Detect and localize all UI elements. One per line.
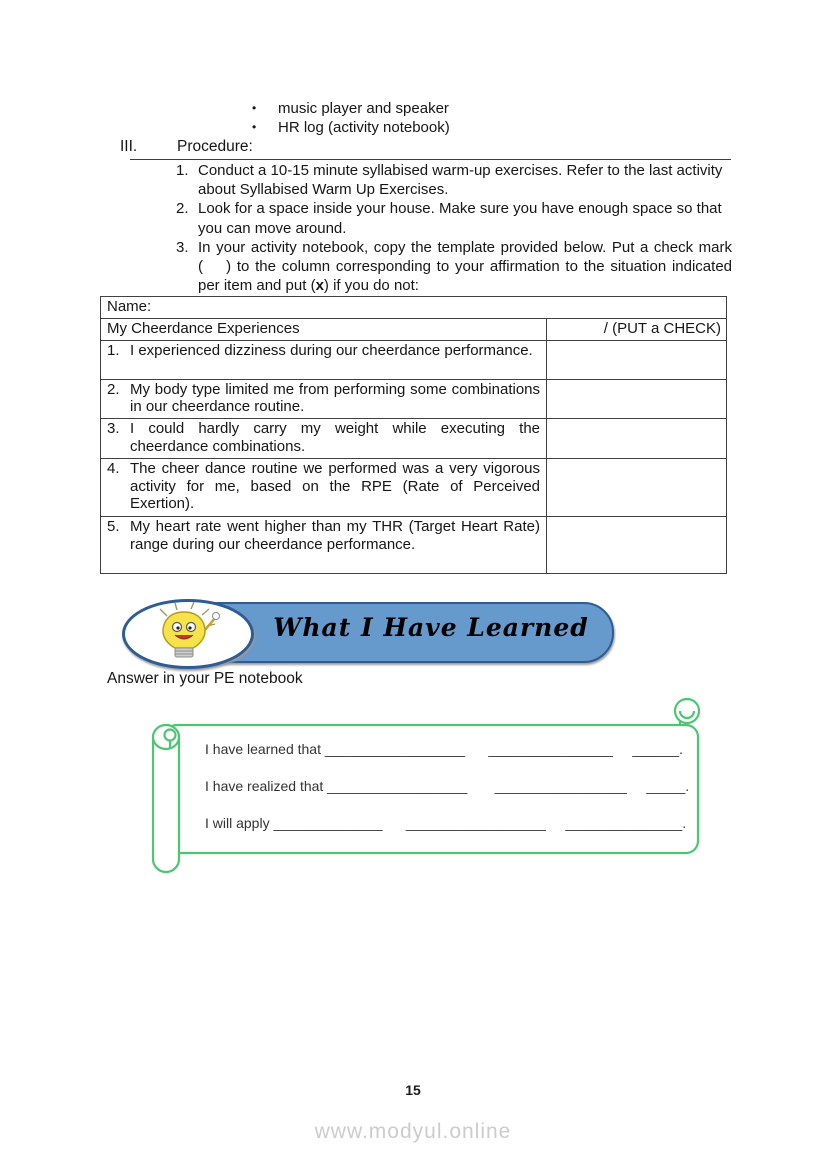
material-label: HR log (activity notebook) bbox=[278, 119, 450, 136]
name-cell: Name: bbox=[101, 297, 727, 319]
heading-underline bbox=[130, 159, 731, 160]
item-number: 1. bbox=[107, 341, 120, 359]
item-text: The cheer dance routine we performed was a very vigorous activity for me, based on the RPE (Rate of Perceived Exertion). bbox=[130, 459, 540, 513]
section-title: Procedure: bbox=[177, 138, 253, 155]
item-number: 4. bbox=[107, 459, 120, 477]
section-numeral: III. bbox=[120, 138, 138, 155]
learning-scroll bbox=[145, 698, 705, 883]
item-number: 5. bbox=[107, 517, 120, 535]
step-text: Look for a space inside your house. Make sure you have enough space so that you can move around. bbox=[198, 200, 722, 237]
procedure-step bbox=[176, 199, 732, 237]
experience-cell bbox=[101, 379, 547, 419]
bold-x-mark: x bbox=[315, 277, 324, 295]
item-number: 3. bbox=[107, 420, 120, 438]
step-text-part: In your activity notebook, copy the template provided below. Put a check mark ( ) to the column corresponding to your affirmation to the situation indicated per item and put ( bbox=[198, 238, 732, 295]
item-number: 2. bbox=[107, 380, 120, 398]
experiences-header-cell: My Cheerdance Experiences bbox=[101, 318, 547, 340]
check-cell-empty bbox=[547, 379, 727, 419]
banner-title: What I Have Learned bbox=[273, 613, 589, 642]
procedure-steps bbox=[176, 161, 732, 295]
fill-in-line: I have realized that __________________ _________________ _____. bbox=[205, 778, 690, 794]
step-text bbox=[198, 238, 732, 296]
material-label: music player and speaker bbox=[278, 100, 449, 117]
experience-cell bbox=[101, 340, 547, 379]
step-number: 2. bbox=[176, 200, 189, 218]
item-text: My heart rate went higher than my THR (Target Heart Rate) range during our cheerdance performance. bbox=[130, 517, 540, 553]
list-item bbox=[252, 99, 672, 118]
watermark: www.modyul.online bbox=[314, 1120, 512, 1143]
what-i-have-learned-banner bbox=[122, 599, 614, 669]
check-header-cell: / (PUT a CHECK) bbox=[547, 318, 727, 340]
table-row bbox=[101, 340, 727, 379]
step-text: Conduct a 10-15 minute syllabised warm-up exercises. Refer to the last activity about Syllabised Warm Up Exercises. bbox=[198, 162, 723, 199]
scroll-text-lines bbox=[205, 741, 690, 853]
check-cell-empty bbox=[547, 516, 727, 573]
bullet-icon: • bbox=[252, 101, 257, 115]
step-text-part: ) if you do not: bbox=[323, 277, 419, 295]
fill-in-line: I have learned that __________________ ________________ ______. bbox=[205, 741, 683, 757]
experience-cell bbox=[101, 516, 547, 573]
experience-cell bbox=[101, 458, 547, 516]
table-row bbox=[101, 516, 727, 573]
list-item bbox=[252, 118, 672, 137]
table-row bbox=[101, 379, 727, 419]
cheerdance-experience-table bbox=[100, 296, 727, 574]
materials-list bbox=[252, 99, 672, 137]
experience-cell bbox=[101, 419, 547, 459]
fill-in-line: I will apply ______________ __________________ _______________. bbox=[205, 815, 687, 831]
page-number: 15 bbox=[405, 1082, 421, 1098]
table-row bbox=[101, 458, 727, 516]
item-text: My body type limited me from performing some combinations in our cheerdance routine. bbox=[130, 380, 540, 416]
item-text: I experienced dizziness during our cheerdance performance. bbox=[130, 341, 533, 359]
table-header-row bbox=[101, 318, 727, 340]
check-cell-empty bbox=[547, 458, 727, 516]
procedure-step bbox=[176, 238, 732, 296]
answer-note: Answer in your PE notebook bbox=[107, 670, 303, 687]
table-row bbox=[101, 419, 727, 459]
item-text: I could hardly carry my weight while executing the cheerdance combinations. bbox=[130, 420, 540, 455]
check-cell-empty bbox=[547, 419, 727, 459]
step-number: 3. bbox=[176, 238, 189, 256]
lightbulb-mascot-icon bbox=[125, 602, 245, 660]
step-number: 1. bbox=[176, 162, 189, 179]
banner-ellipse bbox=[122, 599, 254, 669]
bullet-icon: • bbox=[252, 120, 257, 134]
table-row-name bbox=[101, 297, 727, 319]
procedure-step bbox=[176, 161, 732, 199]
check-cell-empty bbox=[547, 340, 727, 379]
